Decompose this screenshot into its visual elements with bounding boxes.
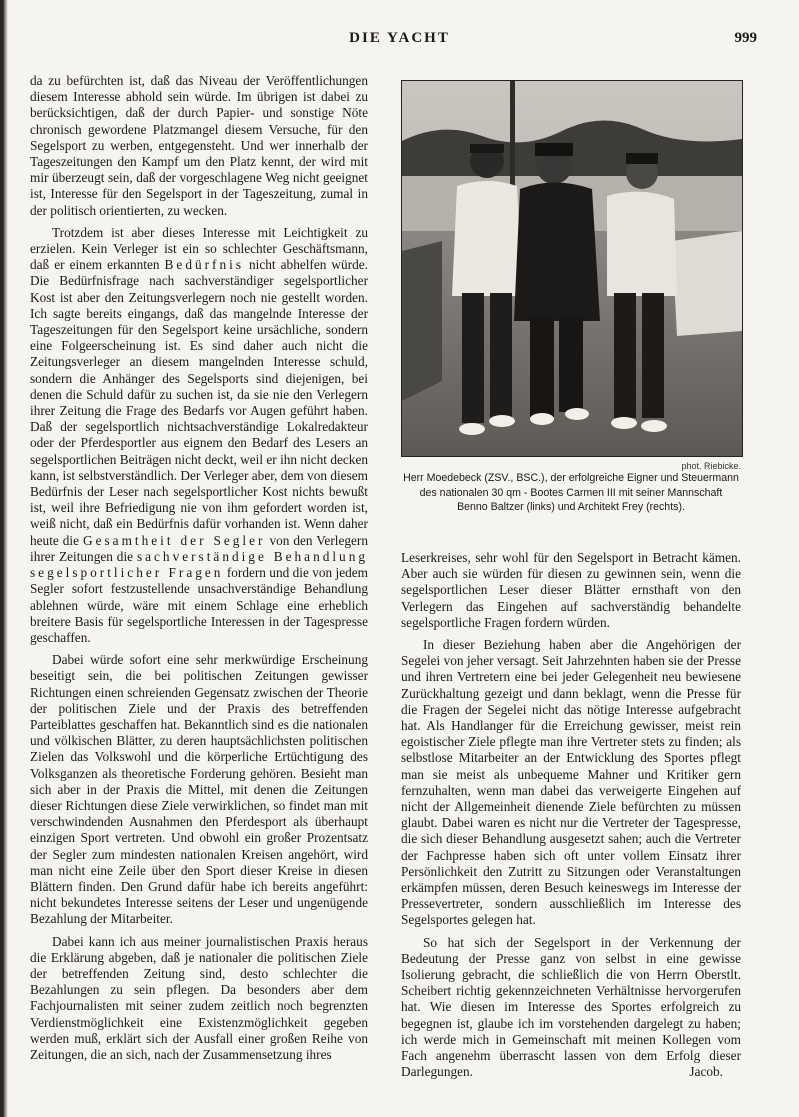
page-number: 999 [734,30,757,46]
spaced-emphasis: sachverständige Behandlung segelsportlicher Fragen [30,548,369,581]
crew-photo [401,80,743,457]
figure-caption [401,471,741,515]
scan-edge [0,0,8,1117]
paragraph: da zu befürchten ist, daß das Niveau der Veröffentlichungen diesem Interesse abhold sein würde. Im übrigen ist dabei zu berücksichtigen, daß der durch Papier- und sonstige Nöte chronisch gewordene Platzmangel diesem Versuche, für den Segelsport zu werben, entgegensteht. Und wer innerhalb der Tageszeitungen den Kampf um den Platz kennt, der wird mit mir überzeugt sein, daß der vorgeschlagene Weg nicht geeignet ist, Interesse für den Segelsport in der Tageszeitung, zumal in der politisch orientierten, zu wecken. [30,73,368,218]
right-column [401,550,741,1087]
spaced-emphasis: Gesamtheit der Segler [83,532,266,548]
paragraph: Dabei würde sofort eine sehr merkwürdige Erscheinung beseitigt sein, die bei politischen Zeitungen gewisser Richtungen einen schreienden Gegensatz zwischen der Theorie der politischen Ziele und der Praxis des betreffenden Parteiblattes geschaffen hat. Bekanntlich sind es die nationalen und völkischen Blätter, zu deren hauptsächlichsten politischen Zielen das Volkswohl und die körperliche Ertüchtigung des Volksganzen als theoretische Forderung gehören. Besieht man sich aber in der Praxis die Mittel, mit denen die Zeitungen dieser Richtungen diese Ziele verwirklichen, so findet man mit verschwindenden Ausnahmen den Pferdesport als überhaupt einzigen Sport vertreten. Und obwohl ein großer Prozentsatz der Segler zum mindesten nationalen Kreisen angehört, wird man nicht eine Zeile über den Sport dieser Kreise in diesen Blättern finden. Den Grund dafür habe ich bereits angeführt: nicht bekundetes Interesse seitens der Leser und ungenügende Bezahlung der Mitarbeiter. [30,652,368,927]
caption-line: Herr Moedebeck (ZSV., BSC.), der erfolgreiche Eigner und Steuermann [403,472,739,484]
paragraph: Trotzdem ist aber dieses Interesse mit Leichtigkeit zu erzielen. Kein Verleger ist ein so schlechter Geschäftsmann, daß er einem erkannten Bedürfnis nicht abhelfen würde. Die Bedürfnisfrage nach sachverständiger segelsportlicher Kost ist aber den Zeitungsverlegern noch nie gestellt worden. Ich sagte bereits eingangs, daß das mangelnde Interesse der Tageszeitungen für den Segelsport keine ursächliche, sondern eine Folgeerscheinung ist. Es sind daher auch nicht die Zeitungsverleger an diesem mangelnden Interesse schuld, sondern die Anhänger des Segelsports sind diejenigen, bei denen die Schuld dafür zu suchen ist, da sie nie den Verlegern ihrer Zeitung die Frage des Bedarfs vor Augen geführt haben. Daß der segelsportlich nichtsachverständige Lokalredakteur oder der Pferdesportler aus eignem den Bedarf des Lesers an segelsportlichen Beiträgen nicht deckt, weil er ihn nicht decken kann, ist selbstverständlich. Der Verleger aber, dem von diesem Bedürfnis der Leser nach segelsportlicher Kost nichts bewußt ist, weil ihre Befriedigung nie von ihm gefordert worden ist, weiß nicht, daß ein Bedürfnis dafür vorhanden ist. Wenn daher heute die Gesamtheit der Segler von den Verlegern ihrer Zeitungen die sachverständige Behandlung segelsportlicher Fragen fordern und die von jedem Segler sofort festzustellende unsachverständige Behandlung ablehnen würde, wäre mit einem Schlage eine erheblich breitere Basis für segelsportliche Interessen in der Tagespresse geschaffen. [30,224,369,645]
paragraph: Leserkreises, sehr wohl für den Segelsport in Betracht kämen. Aber auch sie würden für diesen zu gewinnen sein, wenn die segelsportlichen Leser dieser Blätter ernsthaft von den Verlegern das Eingehen auf sachverständig behandelte segelsportliche Fragen fordern würden. [401,550,741,630]
running-title: DIE YACHT [349,30,450,46]
photo-credit: phot. Riebicke. [681,461,741,471]
spaced-emphasis: Bedürfnis [164,257,244,273]
left-column [30,73,368,1069]
caption-line: Benno Baltzer (links) und Architekt Frey (rechts). [457,501,685,513]
paragraph: In dieser Beziehung haben aber die Angehörigen der Segelei von jeher versagt. Seit Jahrzehnten haben sie der Presse und ihren Vertretern eine bei jeder Gelegenheit neu bewiesene Zurückhaltung gezeigt und dann beklagt, wenn die Presse für die Fragen der Segelei nicht das nötige Interesse aufgebracht hat. Als Handlanger für die Erreichung gewisser, meist rein egoistischer Ziele pflegte man ihre Vertreter stets zu finden; als selbstlose Mitarbeiter an der Entwicklung des Sportes pflegt man sie meist als unbequeme Mahner und Kritiker gern fernzuhalten, wenn man dabei das verweigerte Eingehen auf nicht der Allgemeinheit dienende Ziele befürchten zu müssen glaubt. Dabei waren es nicht nur die Vertreter der Tagespresse, die sich dieser Behandlung ausgesetzt sahen; auch die Vertreter der Fachpresse haben sich oft unter vollem Einsatz ihrer Persönlichkeit den Zutritt zu Sitzungen oder Veranstaltungen erkämpfen müssen, deren Besuch keineswegs im Interesse der Pressevertreter, sondern ausschließlich im Interesse des Segelsportes gelegen hat. [401,637,741,928]
caption-line: des nationalen 30 qm - Bootes Carmen III mit seiner Mannschaft [419,486,723,499]
paragraph: Dabei kann ich aus meiner journalistischen Praxis heraus die Erklärung abgeben, daß je nationaler die politischen Ziele der betreffenden Zeitung sind, desto schlechter die Bezahlungen zu sein pflegen. Da besonders aber dem Fachjournalisten mit seiner zudem zeitlich noch begrenzten Verdienstmöglichkeit eine Existenzmöglichkeit gegeben werden muß, erklärt sich der Ausfall einer großen Reihe von Zeitungen, die an sich, nach der Zusammensetzung ihres [30,933,368,1062]
author-signature: Jacob. [689,1064,723,1080]
paragraph: So hat sich der Segelsport in der Verkennung der Bedeutung der Presse ganz von selbst in eine gewisse Isolierung gebracht, die schließlich die von Herrn Oberstlt. Scheibert richtig gekennzeichneten Verhältnisse hervorgerufen hat. Wie diesen im Interesse des Sportes erfolgreich zu begegnen ist, glaube ich im vorstehenden dargelegt zu haben; ich werde mich in Gemeinschaft mit meinen Kollegen vom Fach angenehm überrascht lassen von dem Erfolg dieser Darlegungen. Jacob. [401,934,741,1080]
